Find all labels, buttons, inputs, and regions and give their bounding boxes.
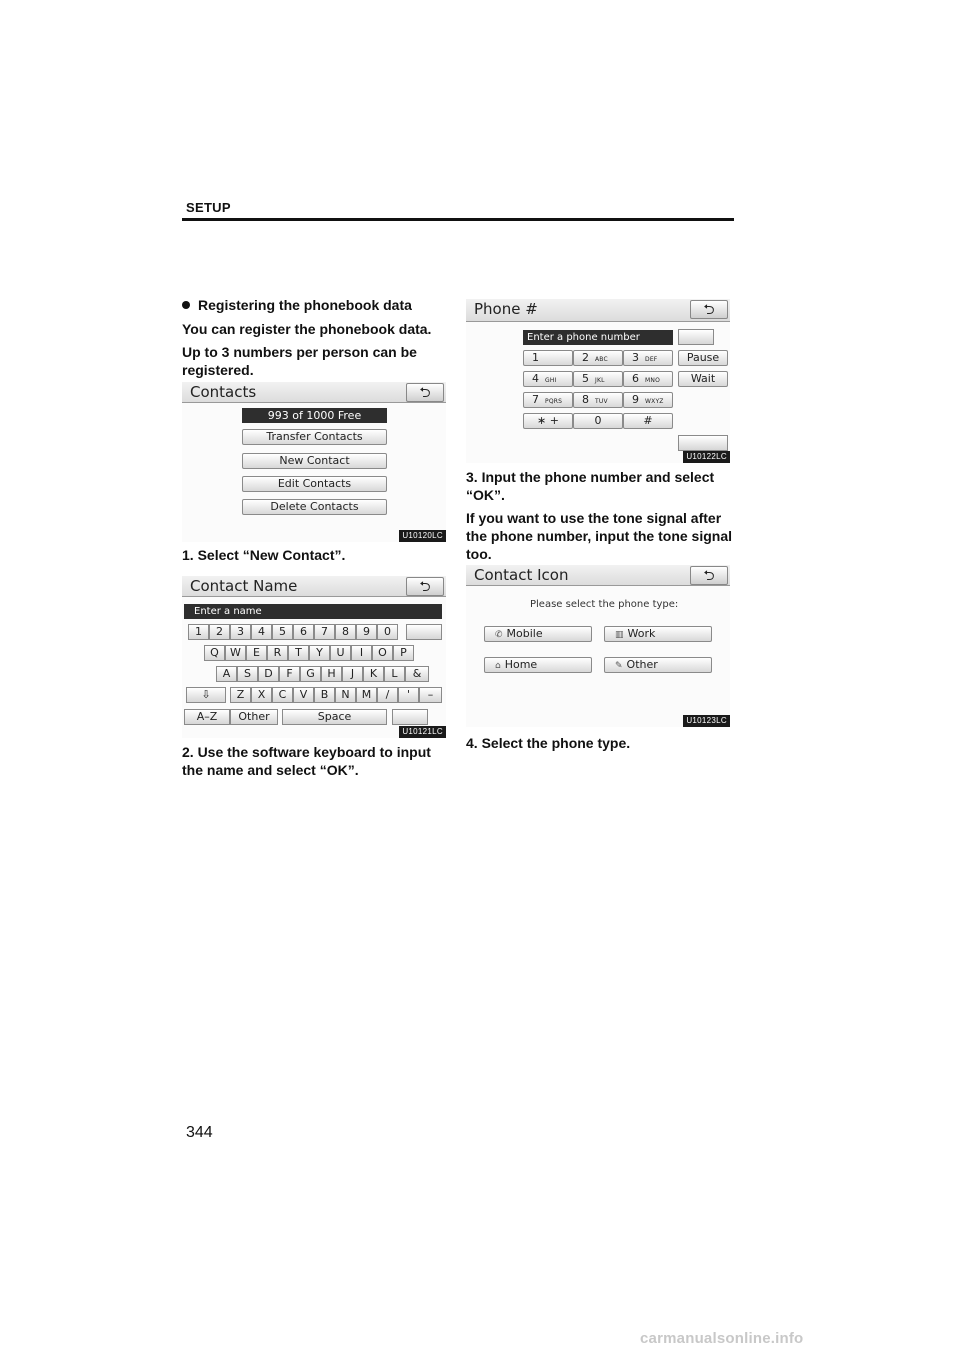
key[interactable]: X <box>251 687 272 703</box>
key[interactable]: G <box>300 666 321 682</box>
key-label: 3 <box>632 351 639 364</box>
key[interactable]: 0 <box>377 624 398 640</box>
delete-key[interactable] <box>406 624 442 640</box>
key[interactable]: L <box>384 666 405 682</box>
bullet-heading <box>182 296 452 314</box>
key-1[interactable] <box>523 350 573 366</box>
key[interactable]: H <box>321 666 342 682</box>
key[interactable]: V <box>293 687 314 703</box>
phone-type-prompt: Please select the phone type: <box>530 599 679 610</box>
contact-name-screen <box>182 576 446 738</box>
key[interactable]: / <box>377 687 398 703</box>
key-0[interactable] <box>573 413 623 429</box>
mobile-label: Mobile <box>506 627 543 640</box>
space-key[interactable]: Space <box>282 709 387 725</box>
home-type-button[interactable] <box>484 657 592 673</box>
key[interactable]: 4 <box>251 624 272 640</box>
key[interactable]: Z <box>230 687 251 703</box>
key-label: 5 <box>582 372 589 385</box>
step-1: 1. Select “New Contact”. <box>182 547 346 563</box>
key[interactable]: S <box>237 666 258 682</box>
work-label: Work <box>627 627 656 640</box>
key-hash[interactable] <box>623 413 673 429</box>
key[interactable]: 7 <box>314 624 335 640</box>
key-9[interactable] <box>623 392 673 408</box>
step-2: 2. Use the software keyboard to input the name and select “OK”. <box>182 744 431 778</box>
key[interactable]: O <box>372 645 393 661</box>
back-button[interactable]: ⮌ <box>690 300 728 319</box>
key-sub: MNO <box>645 377 660 384</box>
key-label: 0 <box>594 414 602 427</box>
contact-icon-titlebar <box>466 565 730 586</box>
phone-input-field[interactable] <box>523 330 673 345</box>
phone-prompt: Enter a phone number <box>527 332 640 343</box>
work-icon: ▥ <box>615 630 624 640</box>
key-label: 2 <box>582 351 589 364</box>
key-label: 9 <box>632 393 639 406</box>
ok-key[interactable] <box>392 709 428 725</box>
watermark: carmanualsonline.info <box>640 1330 804 1347</box>
key[interactable]: W <box>225 645 246 661</box>
figure-code: U10121LC <box>399 726 446 738</box>
shift-key[interactable]: ⇩ <box>186 687 226 703</box>
contact-icon-title: Contact Icon <box>474 566 569 584</box>
key[interactable]: P <box>393 645 414 661</box>
key[interactable]: – <box>419 687 442 703</box>
key[interactable]: 9 <box>356 624 377 640</box>
pause-button[interactable]: Pause <box>678 350 728 366</box>
key-3[interactable] <box>623 350 673 366</box>
key-sub: GHI <box>545 377 557 384</box>
intro-text: You can register the phonebook data. <box>182 321 432 337</box>
new-contact-button[interactable]: New Contact <box>242 453 387 469</box>
key[interactable]: R <box>267 645 288 661</box>
key[interactable]: C <box>272 687 293 703</box>
key-label: 8 <box>582 393 589 406</box>
bullet-icon <box>182 301 190 309</box>
other-type-button[interactable] <box>604 657 712 673</box>
work-type-button[interactable] <box>604 626 712 642</box>
key[interactable]: U <box>330 645 351 661</box>
mobile-type-button[interactable] <box>484 626 592 642</box>
key-label: 6 <box>632 372 639 385</box>
key-label: 4 <box>532 372 539 385</box>
key-7[interactable] <box>523 392 573 408</box>
bullet-heading-text: Registering the phonebook data <box>198 297 412 313</box>
key[interactable]: 6 <box>293 624 314 640</box>
home-label: Home <box>504 658 538 671</box>
key[interactable]: D <box>258 666 279 682</box>
key[interactable]: 1 <box>188 624 209 640</box>
key-star-plus[interactable] <box>523 413 573 429</box>
key[interactable]: Q <box>204 645 225 661</box>
free-count: 993 of 1000 Free <box>242 408 387 423</box>
phone-number-screen <box>466 299 730 463</box>
mobile-icon: ✆ <box>495 630 503 640</box>
other-key[interactable]: Other <box>230 709 278 725</box>
ok-key[interactable] <box>678 435 728 451</box>
delete-contacts-button[interactable]: Delete Contacts <box>242 499 387 515</box>
key[interactable]: N <box>335 687 356 703</box>
wait-button[interactable]: Wait <box>678 371 728 387</box>
key-4[interactable] <box>523 371 573 387</box>
key-8[interactable] <box>573 392 623 408</box>
back-button[interactable]: ⮌ <box>406 383 444 402</box>
key-label: ∗ + <box>537 414 559 427</box>
key-sub: TUV <box>595 398 608 405</box>
key-label: # <box>643 414 653 427</box>
key[interactable]: Y <box>309 645 330 661</box>
back-button[interactable]: ⮌ <box>406 577 444 596</box>
key[interactable]: & <box>405 666 429 682</box>
tone-text: If you want to use the tone signal after the phone number, input the tone signal too. <box>466 510 732 562</box>
key[interactable]: A <box>216 666 237 682</box>
key[interactable]: K <box>363 666 384 682</box>
section-title: SETUP <box>186 200 231 215</box>
contact-name-titlebar <box>182 576 446 597</box>
key-sub: DEF <box>645 356 658 363</box>
header-rule <box>182 218 734 221</box>
step-4: 4. Select the phone type. <box>466 735 631 751</box>
key-sub: ABC <box>595 356 608 363</box>
key[interactable]: 5 <box>272 624 293 640</box>
figure-code: U10123LC <box>683 715 730 727</box>
key[interactable]: F <box>279 666 300 682</box>
phone-number-title: Phone # <box>474 300 538 318</box>
name-prompt: Enter a name <box>194 606 262 617</box>
contact-icon-screen <box>466 565 730 727</box>
home-icon: ⌂ <box>495 661 501 671</box>
key[interactable]: 8 <box>335 624 356 640</box>
key[interactable]: E <box>246 645 267 661</box>
key[interactable]: B <box>314 687 335 703</box>
key-sub: PQRS <box>545 398 563 405</box>
contact-name-title: Contact Name <box>190 577 298 595</box>
transfer-contacts-button[interactable]: Transfer Contacts <box>242 429 387 445</box>
step-3: 3. Input the phone number and select “OK”. <box>466 469 715 503</box>
key-5[interactable] <box>573 371 623 387</box>
key[interactable]: I <box>351 645 372 661</box>
key[interactable]: 2 <box>209 624 230 640</box>
key-sub: JKL <box>595 377 605 384</box>
key[interactable]: ' <box>398 687 419 703</box>
figure-code: U10122LC <box>683 451 730 463</box>
other-icon: ✎ <box>615 661 623 671</box>
key[interactable]: M <box>356 687 377 703</box>
key[interactable]: J <box>342 666 363 682</box>
edit-contacts-button[interactable]: Edit Contacts <box>242 476 387 492</box>
contacts-title: Contacts <box>190 383 257 401</box>
key-label: 1 <box>532 351 539 364</box>
figure-code: U10120LC <box>399 530 446 542</box>
az-key[interactable]: A–Z <box>184 709 230 725</box>
page-number: 344 <box>186 1124 213 1141</box>
other-label: Other <box>626 658 658 671</box>
key[interactable]: T <box>288 645 309 661</box>
phone-number-titlebar <box>466 299 730 322</box>
limit-text: Up to 3 numbers per person can be registered. <box>182 344 417 378</box>
back-button[interactable]: ⮌ <box>690 566 728 585</box>
delete-key[interactable] <box>678 329 714 345</box>
contacts-screen <box>182 382 446 542</box>
key-6[interactable] <box>623 371 673 387</box>
key-2[interactable] <box>573 350 623 366</box>
key-label: 7 <box>532 393 539 406</box>
contacts-titlebar <box>182 382 446 403</box>
key-sub: WXYZ <box>645 398 664 405</box>
key[interactable]: 3 <box>230 624 251 640</box>
name-input-field[interactable] <box>184 604 442 619</box>
